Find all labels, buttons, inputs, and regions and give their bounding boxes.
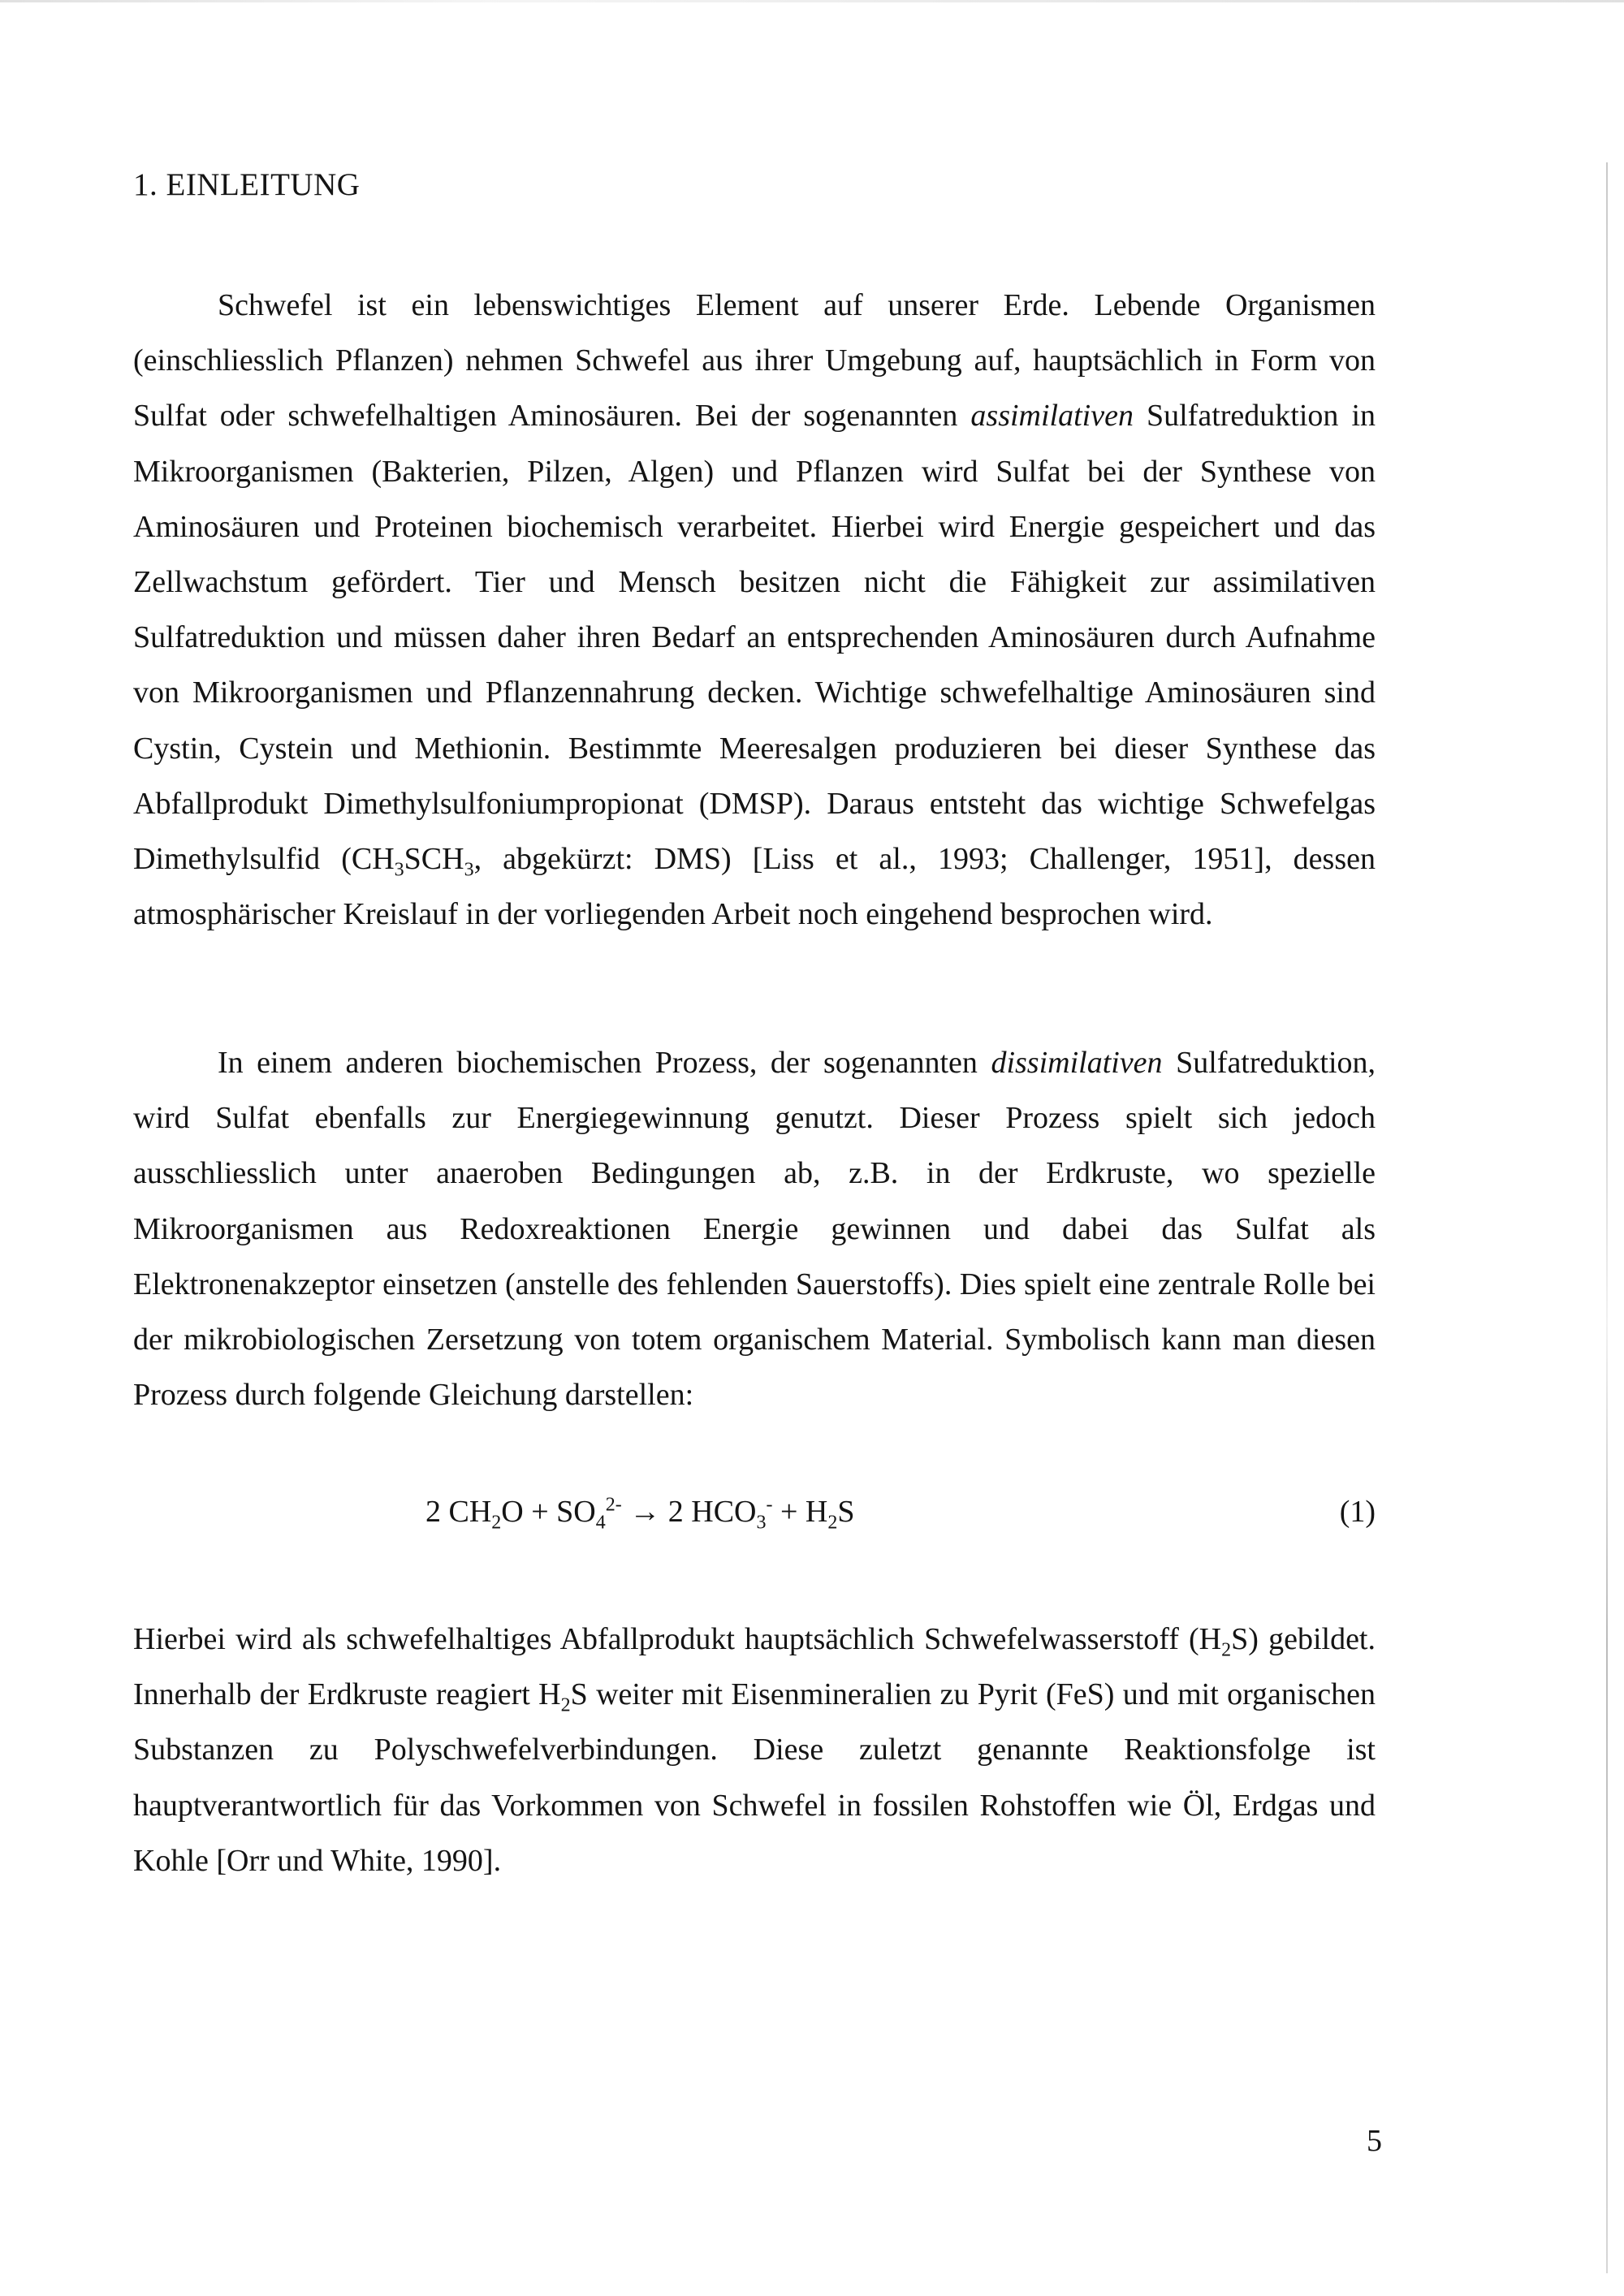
paragraph-1-emphasis: assimilativen xyxy=(970,399,1134,434)
paragraph-3-text-b: S) gebildet. Innerhalb der Erdkruste reagiert H xyxy=(133,1622,1376,1712)
equation-row xyxy=(133,1494,1376,1543)
paragraph-2-text-a: In einem anderen biochemischen Prozess, der sogenannten xyxy=(218,1046,991,1080)
page-number: 5 xyxy=(1367,2124,1382,2158)
chemical-equation xyxy=(425,1494,855,1534)
equation-sup-2: 2- xyxy=(605,1494,622,1516)
equation-term-2: O + SO xyxy=(501,1495,596,1529)
paragraph-2 xyxy=(133,1035,1376,1422)
paragraph-1-text-b: Sulfatreduktion in Mikroorganismen (Bakterien, Pilzen, Algen) und Pflanzen wird Sulfat bei der Synthese von Aminosäuren und Proteinen biochemisch verarbeitet. Hierbei wird Energie gespeichert und das Zellwachstum gefördert. Tier und Mensch besitzen nicht die Fähigkeit zur assimilativen Sulfatreduktion und müssen daher ihren Bedarf an entsprechenden Aminosäuren durch Aufnahme von Mikroorganismen und Pflanzennahrung decken. Wichtige schwefelhaltige Aminosäuren sind Cystin, Cystein und Methionin. Bestimmte Meeresalgen produzieren bei dieser Synthese das Abfallprodukt Dimethylsulfoniumpropionat (DMSP). Daraus entsteht das wichtige Schwefelgas Dimethylsulfid (CH xyxy=(133,399,1376,877)
scan-edge-right xyxy=(1606,162,1608,2273)
equation-term-5: S xyxy=(837,1495,855,1529)
equation-sub-2: 4 xyxy=(595,1512,606,1534)
equation-sub-1: 2 xyxy=(491,1512,502,1534)
paragraph-3-subscript-2: 2 xyxy=(560,1694,571,1716)
equation-number: (1) xyxy=(1339,1495,1376,1529)
paragraph-3-text-c: S weiter mit Eisenmineralien zu Pyrit (FeS) und mit organischen Substanzen zu Polyschwefelverbindungen. Diese zuletzt genannte Reaktionsfolge ist hauptverantwortlich für das Vorkommen von Schwefel in fossilen Rohstoffen wie Öl, Erdgas und Kohle [Orr und White, 1990]. xyxy=(133,1677,1376,1878)
paragraph-3 xyxy=(133,1612,1376,1888)
paragraph-1-text-a: Schwefel ist ein lebenswichtiges Element auf unserer Erde. Lebende Organismen (einschliesslich Pflanzen) nehmen Schwefel aus ihrer Umgebung auf, hauptsächlich in Form von Sulfat oder schwefelhaltigen Aminosäuren. Bei der sogenannten xyxy=(133,288,1376,434)
paragraph-1 xyxy=(133,278,1376,942)
equation-term-3: → 2 HCO xyxy=(621,1495,757,1529)
equation-sub-4: 2 xyxy=(827,1512,838,1534)
equation-sup-3: - xyxy=(766,1494,773,1516)
scan-edge-top xyxy=(0,0,1624,2)
paragraph-2-emphasis: dissimilativen xyxy=(991,1046,1163,1080)
equation-term-1: 2 CH xyxy=(425,1495,492,1529)
paragraph-1-text-d: , abgekürzt: DMS) [Liss et al., 1993; Challenger, 1951], dessen atmosphärischer Kreislauf in der vorliegenden Arbeit noch eingehend besprochen wird. xyxy=(133,842,1376,932)
paragraph-3-subscript-1: 2 xyxy=(1221,1639,1232,1661)
equation-sub-3: 3 xyxy=(756,1512,767,1534)
paragraph-1-subscript-1: 3 xyxy=(394,859,404,881)
equation-term-4: + H xyxy=(772,1495,828,1529)
paragraph-2-text-b: Sulfatreduktion, wird Sulfat ebenfalls zur Energiegewinnung genutzt. Dieser Prozess spielt sich jedoch ausschliesslich unter anaeroben Bedingungen ab, z.B. in der Erdkruste, wo spezielle Mikroorganismen aus Redoxreaktionen Energie gewinnen und dabei das Sulfat als Elektronenakzeptor einsetzen (anstelle des fehlenden Sauerstoffs). Dies spielt eine zentrale Rolle bei der mikrobiologischen Zersetzung von totem organischem Material. Symbolisch kann man diesen Prozess durch folgende Gleichung darstellen: xyxy=(133,1046,1376,1413)
paragraph-1-subscript-2: 3 xyxy=(464,859,474,881)
section-heading: 1. EINLEITUNG xyxy=(133,167,361,202)
paragraph-1-text-c: SCH xyxy=(404,842,464,877)
paragraph-3-text-a: Hierbei wird als schwefelhaltiges Abfallprodukt hauptsächlich Schwefelwasserstoff (H xyxy=(133,1622,1222,1656)
